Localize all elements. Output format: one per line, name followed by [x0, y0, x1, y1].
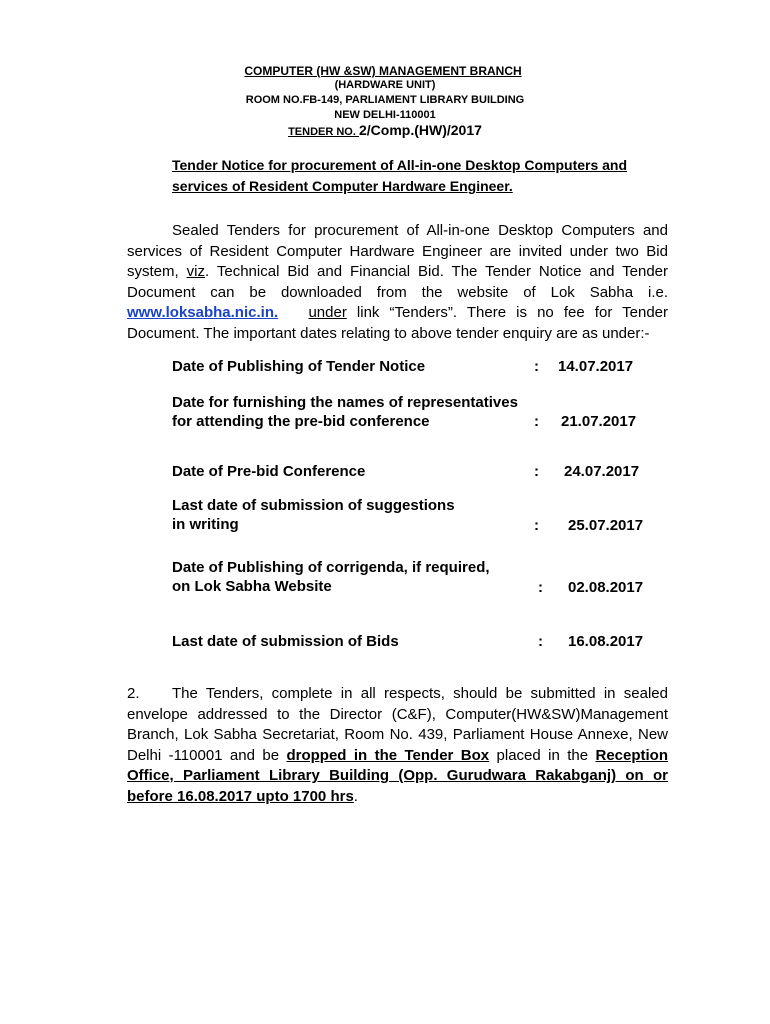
date-colon: : [538, 579, 543, 596]
city-address: NEW DELHI-110001 [334, 109, 436, 121]
date-value: 14.07.2017 [558, 358, 634, 375]
submission-end: . [353, 787, 358, 805]
date-label: Date of Publishing of Tender Notice [172, 358, 426, 375]
intro-text-1: Sealed Tenders for procurement of All-in-one Desktop Computers and services of Resident Computer Hardware Engineer are invited under two Bid system, [127, 222, 668, 280]
date-colon: : [534, 463, 539, 480]
intro-text-2: . Technical Bid and Financial Bid. The Tender Notice and Tender Document can be downloaded from the website of Lok Sabha i.e. [127, 263, 669, 301]
date-label: Date for furnishing the names of representatives for attending the pre-bid conference [172, 394, 518, 430]
date-value: 25.07.2017 [568, 517, 644, 534]
loksabha-website-link[interactable]: www.loksabha.nic.in. [127, 304, 279, 321]
tender-number-value: 2/Comp.(HW)/2017 [358, 122, 482, 138]
date-value: 16.08.2017 [568, 633, 644, 650]
submission-text-2: placed in the [489, 746, 596, 764]
date-label: Last date of submission of suggestions in writing [172, 497, 455, 533]
viz-text: viz [186, 263, 205, 280]
date-colon: : [534, 517, 539, 534]
tender-number [0, 122, 770, 140]
date-colon: : [534, 413, 539, 430]
intro-text-3: link “Tenders”. There is no fee for Tender Document. The important dates relating to above tender enquiry are as under:- [127, 304, 668, 342]
submission-text-1: The Tenders, complete in all respects, should be submitted in sealed envelope addressed to the Director (C&F), Computer(HW&SW)Management Branch, Lok Sabha Secretariat, Room No. 439, Parliament House Annexe, New Delhi -110001 and be [127, 685, 668, 764]
under-text: under [308, 304, 347, 321]
room-address: ROOM NO.FB-149, PARLIAMENT LIBRARY BUILDING [245, 94, 525, 106]
intro-paragraph [127, 221, 668, 344]
submission-paragraph [127, 684, 668, 807]
date-label: Date of Pre-bid Conference [172, 463, 366, 480]
date-label: Date of Publishing of corrigenda, if required, on Lok Sabha Website [172, 559, 490, 595]
date-colon: : [538, 633, 543, 650]
branch-title: COMPUTER (HW &SW) MANAGEMENT BRANCH [244, 64, 522, 78]
date-value: 21.07.2017 [561, 413, 637, 430]
date-value: 24.07.2017 [564, 463, 640, 480]
reception-office-text: Reception Office, Parliament Library Building (Opp. Gurudwara Rakabganj) on or before 16.08.2017 upto 1700 hrs [127, 746, 669, 805]
unit-name: (HARDWARE UNIT) [334, 79, 436, 91]
date-colon: : [534, 358, 539, 375]
tender-number-label: TENDER NO. [288, 126, 359, 138]
date-label: Last date of submission of Bids [172, 633, 399, 650]
paragraph-number: 2. [127, 685, 140, 702]
date-value: 02.08.2017 [568, 579, 644, 596]
notice-subject: Tender Notice for procurement of All-in-one Desktop Computers and services of Resident Computer Hardware Engineer. [172, 157, 628, 194]
tender-box-text: dropped in the Tender Box [286, 746, 490, 764]
